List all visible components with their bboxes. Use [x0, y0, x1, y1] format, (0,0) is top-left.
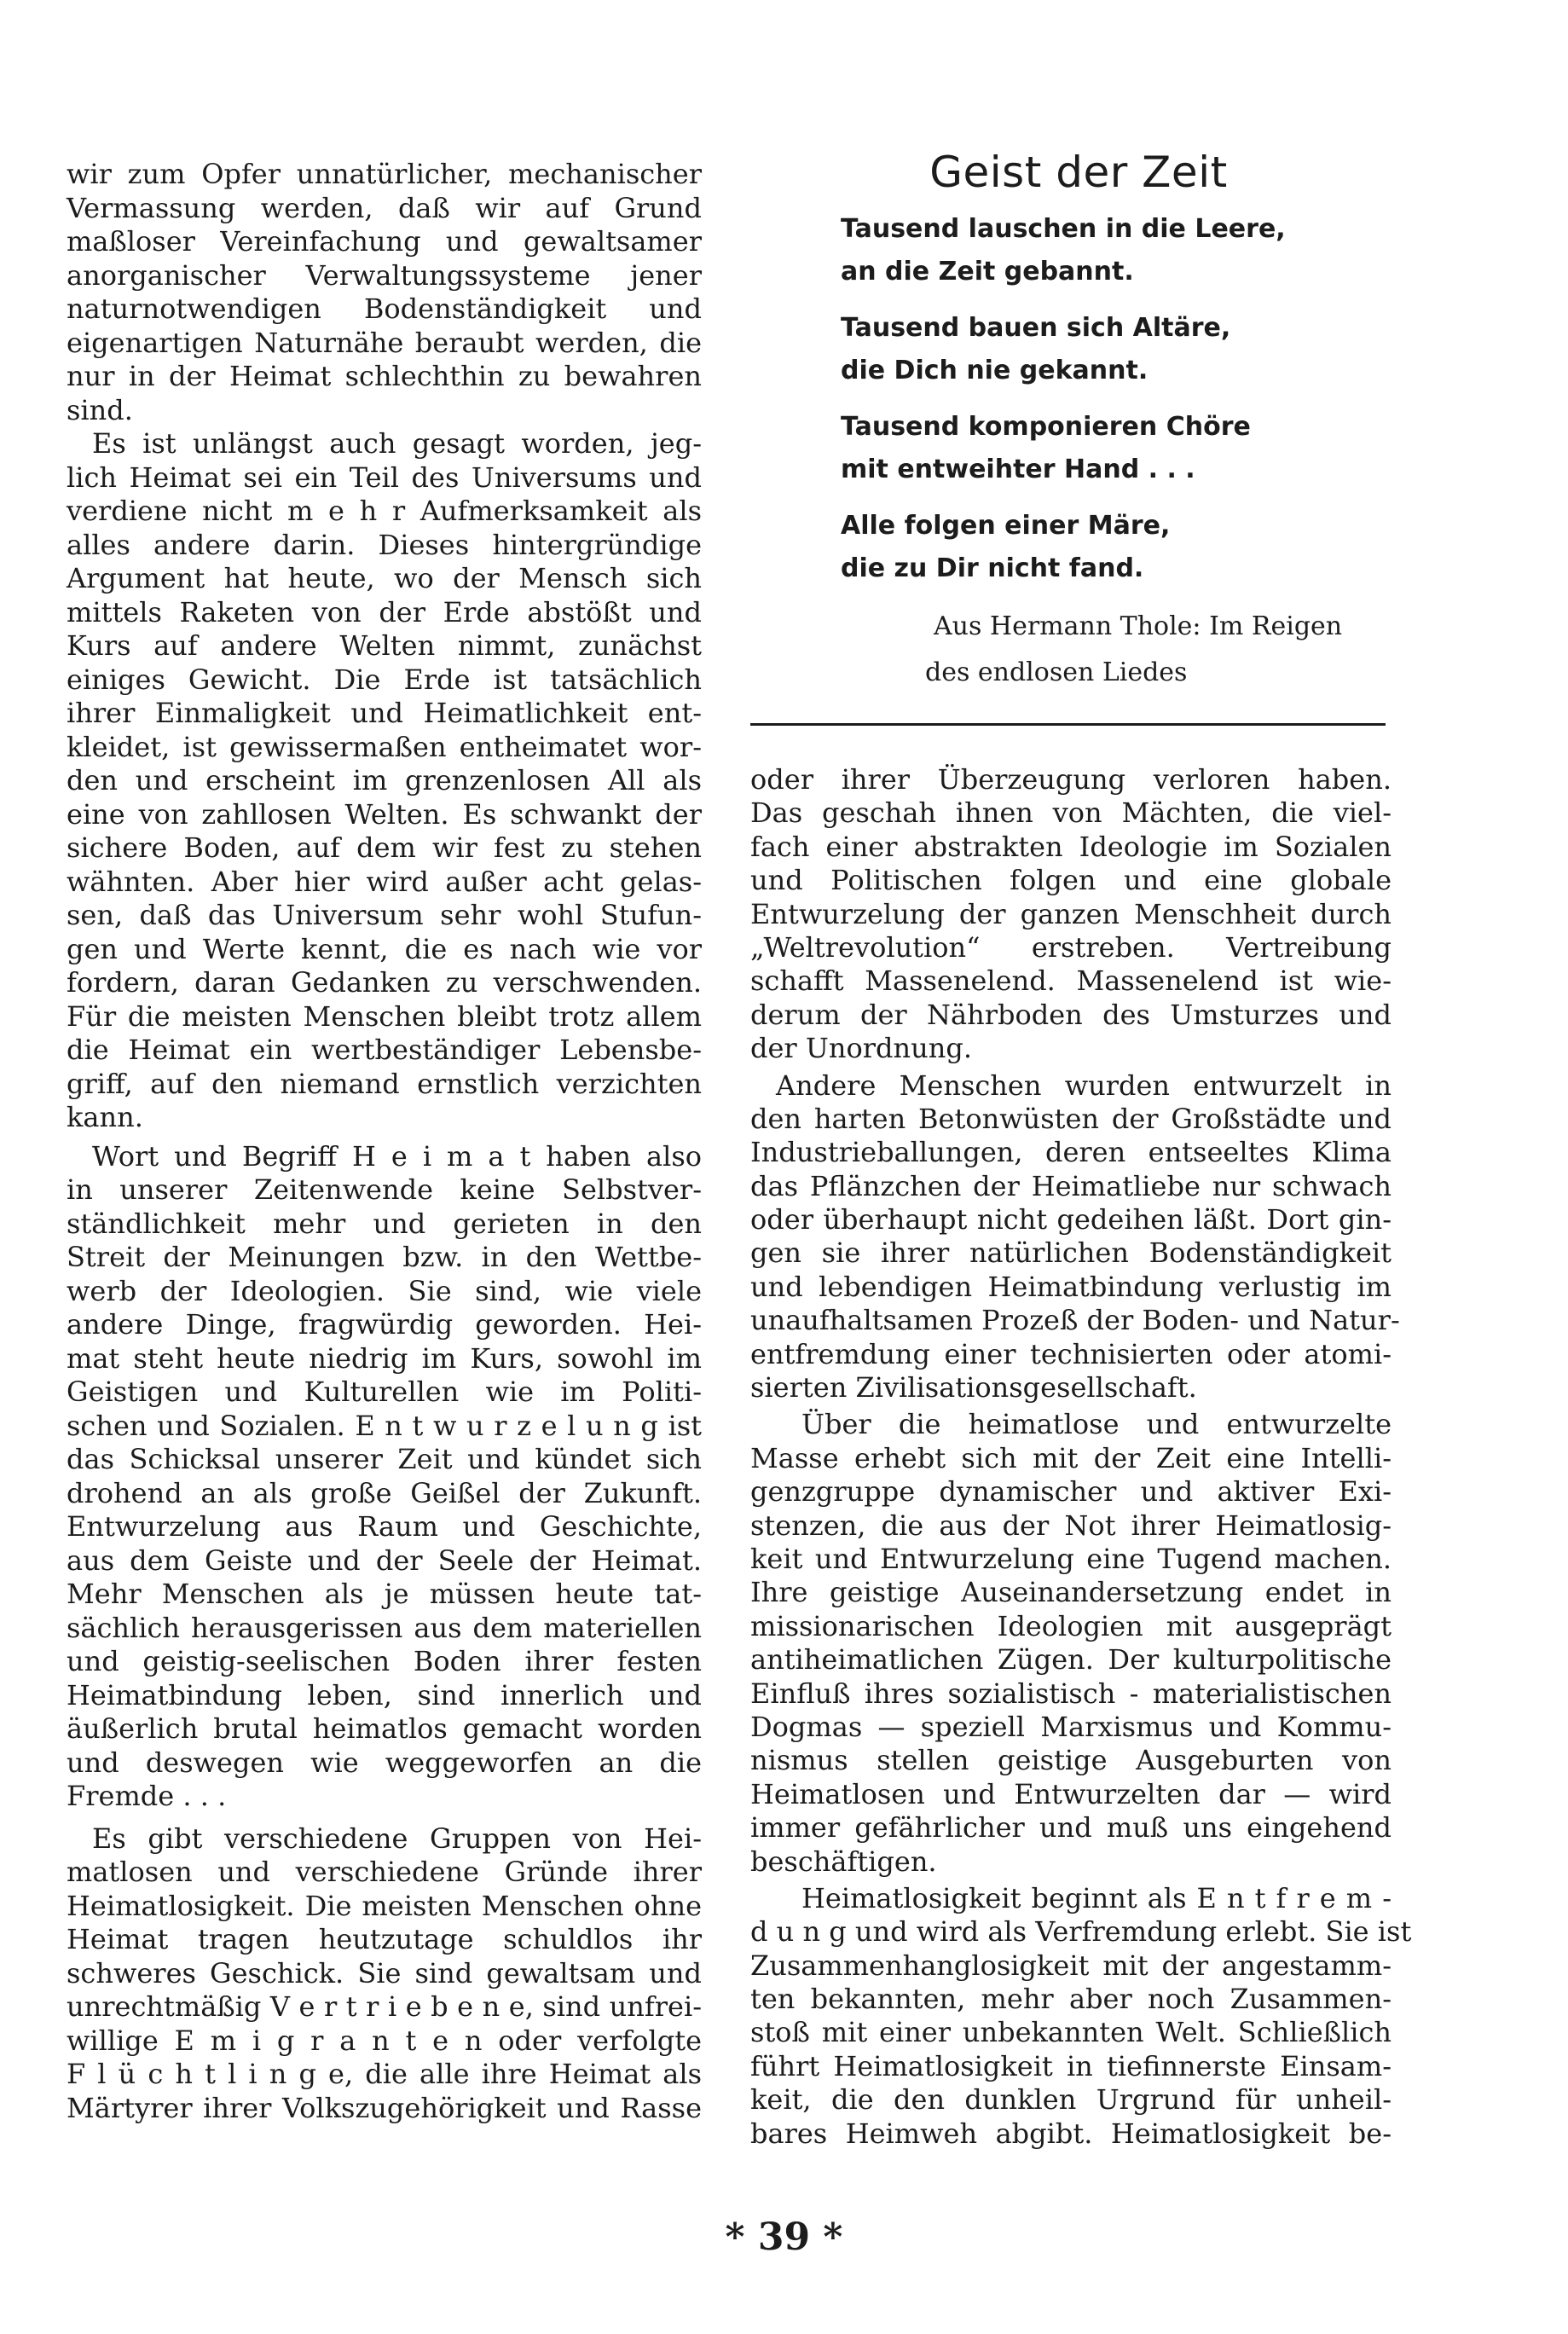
text-line: sind. [67, 393, 133, 426]
paragraph [750, 1069, 1400, 1405]
left-column [67, 158, 702, 2125]
text-line: fordern, daran Gedanken zu verschwenden. [67, 966, 702, 999]
text-line: oder ihrer Überzeugung verloren haben. [750, 763, 1392, 796]
text-line: naturnotwendigen Bodenständigkeit und [67, 292, 702, 325]
text-line: ihrer Einmaligkeit und Heimatlichkeit ent- [67, 697, 702, 729]
poem-credit [925, 604, 1407, 696]
text-line: keit, die den dunklen Urgrund für unheil- [750, 2083, 1392, 2117]
text-line: Über die heimatlose und entwurzelte [801, 1408, 1392, 1441]
text-line: Industrieballungen, deren entseeltes Klima [750, 1136, 1392, 1169]
text-line: und Politischen folgen und eine globale [750, 864, 1392, 897]
text-line: Das geschah ihnen von Mächten, die viel- [750, 796, 1392, 830]
text-line: Mehr Menschen als je müssen heute tat- [67, 1578, 702, 1610]
text-line: mittels Raketen von der Erde abstößt und [67, 595, 702, 628]
text-line: Wort und Begriff H e i m a t haben also [92, 1139, 702, 1173]
text-line: andere Dinge, fragwürdig geworden. Hei- [67, 1308, 702, 1341]
text-line: den harten Betonwüsten der Großstädte und [750, 1102, 1392, 1135]
text-line: oder überhaupt nicht gedeihen läßt. Dort gin- [750, 1203, 1392, 1236]
text-line: sierten Zivilisationsgesellschaft. [750, 1371, 1197, 1404]
right-column [750, 763, 1412, 2151]
text-line: aus dem Geiste und der Seele der Heimat. [67, 1543, 702, 1577]
poem-line: an die Zeit gebannt. [841, 257, 1134, 287]
text-line: Zusammenhanglosigkeit mit der angestamm- [750, 1949, 1392, 1982]
text-line: Für die meisten Menschen bleibt trotz allem [67, 999, 702, 1033]
poem-line: Tausend bauen sich Altäre, [841, 313, 1231, 343]
text-line: nismus stellen geistige Ausgeburten von [750, 1744, 1392, 1777]
text-line: Es ist unlängst auch gesagt worden, jeg- [92, 427, 702, 460]
poem-stanza [841, 307, 1407, 392]
text-line: Streit der Meinungen bzw. in den Wettbe- [67, 1241, 702, 1273]
text-line: Es gibt verschiedene Gruppen von Hei- [92, 1821, 702, 1855]
credit-line: Aus Hermann Thole: Im Reigen [934, 611, 1343, 641]
poem-line: die zu Dir nicht fand. [841, 553, 1144, 583]
text-line: schweres Geschick. Sie sind gewaltsam und [67, 1956, 702, 1989]
text-line: gen und Werte kennt, die es nach wie vor [67, 932, 702, 965]
text-line: keit und Entwurzelung eine Tugend machen. [750, 1542, 1392, 1575]
text-line: stoß mit einer unbekannten Welt. Schließlich [750, 2016, 1392, 2049]
text-line: antiheimatlichen Zügen. Der kulturpolitische [750, 1643, 1392, 1677]
paragraph [750, 1408, 1392, 1878]
text-line: Geistigen und Kulturellen wie im Politi- [67, 1375, 702, 1408]
text-line: lich Heimat sei ein Teil des Universums und [67, 460, 702, 494]
text-line: wir zum Opfer unnatürlicher, mechanischer [67, 158, 702, 190]
poem-line: mit entweihter Hand . . . [841, 455, 1195, 484]
text-line: d u n g und wird als Verfremdung erlebt. Sie ist [750, 1915, 1412, 1949]
text-line: Entwurzelung aus Raum und Geschichte, [67, 1510, 702, 1543]
text-line: F l ü c h t l i n g e, die alle ihre Heimat als [67, 2058, 702, 2090]
text-line: Ihre geistige Auseinandersetzung endet in [750, 1576, 1392, 1609]
text-line: fach einer abstrakten Ideologie im Sozialen [750, 830, 1392, 863]
text-line: genzgruppe dynamischer und aktiver Exi- [750, 1475, 1392, 1509]
text-line: sen, daß das Universum sehr wohl Stufun- [67, 899, 702, 931]
poem-line: Alle folgen einer Märe, [841, 511, 1171, 541]
text-line: eine von zahllosen Welten. Es schwankt der [67, 797, 702, 831]
text-line: wähnten. Aber hier wird außer acht gelas- [67, 865, 702, 898]
text-line: Märtyrer ihrer Volkszugehörigkeit und Rasse [67, 2091, 702, 2124]
text-line: unrechtmäßig V e r t r i e b e n e, sind unfrei- [67, 1990, 702, 2023]
paragraph [67, 1822, 702, 2126]
text-line: und deswegen wie weggeworfen an die [67, 1746, 702, 1779]
text-line: Kurs auf andere Welten nimmt, zunächst [67, 629, 702, 662]
text-line: willige E m i g r a n t e n oder verfolgte [67, 2024, 702, 2057]
text-line: nur in der Heimat schlechthin zu bewahren [67, 360, 702, 392]
text-line: die Heimat ein wertbeständiger Lebensbe- [67, 1034, 702, 1066]
paragraph [67, 158, 702, 427]
text-line: bares Heimweh abgibt. Heimatlosigkeit be- [750, 2117, 1392, 2150]
poem-stanza [841, 406, 1407, 491]
text-line: gen sie ihrer natürlichen Bodenständigkeit [750, 1236, 1392, 1270]
text-line: sichere Boden, auf dem wir fest zu stehen [67, 831, 702, 864]
text-line: Einfluß ihres sozialistisch - materialistischen [750, 1677, 1392, 1710]
text-line: einiges Gewicht. Die Erde ist tatsächlich [67, 663, 702, 696]
poem-title: Geist der Zeit [929, 148, 1228, 197]
text-line: schafft Massenelend. Massenelend ist wie- [750, 964, 1392, 998]
poem-line: die Dich nie gekannt. [841, 356, 1149, 385]
text-line: und lebendigen Heimatbindung verlustig im [750, 1270, 1392, 1303]
text-line: verdiene nicht m e h r Aufmerksamkeit als [67, 495, 702, 527]
text-line: eigenartigen Naturnähe beraubt werden, die [67, 326, 702, 359]
text-line: schen und Sozialen. E n t w u r z e l u n g ist [67, 1409, 702, 1442]
text-line: den und erscheint im grenzenlosen All als [67, 764, 702, 796]
text-line: äußerlich brutal heimatlos gemacht worden [67, 1712, 702, 1745]
text-line: kann. [67, 1101, 143, 1133]
text-line: mat steht heute niedrig im Kurs, sowohl im [67, 1341, 702, 1375]
text-line: drohend an als große Geißel der Zukunft. [67, 1476, 702, 1509]
paragraph [67, 1140, 702, 1814]
text-line: stenzen, die aus der Not ihrer Heimatlosig- [750, 1509, 1392, 1542]
text-line: führt Heimatlosigkeit in tiefinnerste Einsam- [750, 2049, 1392, 2082]
text-line: der Unordnung. [750, 1032, 972, 1065]
text-line: das Pflänzchen der Heimatliebe nur schwach [750, 1169, 1392, 1202]
text-line: und geistig-seelischen Boden ihrer festen [67, 1645, 702, 1677]
text-line: matlosen und verschiedene Gründe ihrer [67, 1856, 702, 1888]
text-line: Heimat tragen heutzutage schuldlos ihr [67, 1923, 702, 1955]
text-line: ten bekannten, mehr aber noch Zusammen- [750, 1983, 1392, 2016]
text-line: missionarischen Ideologien mit ausgeprägt [750, 1609, 1392, 1642]
text-line: unaufhaltsamen Prozeß der Boden- und Natur- [750, 1304, 1400, 1337]
text-line: Argument hat heute, wo der Mensch sich [67, 562, 702, 594]
text-line: Heimatbindung leben, sind innerlich und [67, 1678, 702, 1711]
poem-line: Tausend komponieren Chöre [841, 412, 1251, 442]
text-line: werb der Ideologien. Sie sind, wie viele [67, 1274, 702, 1307]
paragraph [750, 763, 1392, 1066]
text-line: Heimatlosigkeit. Die meisten Menschen ohne [67, 1889, 702, 1922]
poem-line: Tausend lauschen in die Leere, [841, 214, 1286, 244]
text-line: Fremde . . . [67, 1780, 227, 1812]
separator-rule [750, 723, 1386, 726]
text-line: sächlich herausgerissen aus dem materiellen [67, 1611, 702, 1644]
text-line: Vermassung werden, daß wir auf Grund [67, 191, 702, 224]
text-line: griff, auf den niemand ernstlich verzichten [67, 1067, 702, 1100]
text-line: kleidet, ist gewissermaßen entheimatet wor- [67, 730, 702, 763]
text-line: „Weltrevolution“ erstreben. Vertreibung [750, 930, 1392, 964]
text-line: Heimatlosen und Entwurzelten dar — wird [750, 1777, 1392, 1810]
poem-stanza [841, 208, 1407, 293]
poem-box [750, 147, 1407, 696]
text-line: alles andere darin. Dieses hintergründige [67, 528, 702, 561]
text-line: anorganischer Verwaltungssysteme jener [67, 258, 702, 292]
text-line: in unserer Zeitenwende keine Selbstver- [67, 1173, 702, 1206]
text-line: Entwurzelung der ganzen Menschheit durch [750, 897, 1392, 930]
page-number: * 39 * [725, 2215, 843, 2259]
text-line: entfremdung einer technisierten oder atomi- [750, 1337, 1392, 1370]
poem-stanza [841, 505, 1407, 590]
text-line: immer gefährlicher und muß uns eingehend [750, 1811, 1392, 1845]
paragraph [67, 427, 702, 1135]
text-line: maßloser Vereinfachung und gewaltsamer [67, 225, 702, 258]
text-line: das Schicksal unserer Zeit und kündet sich [67, 1443, 702, 1475]
paragraph [750, 1881, 1412, 2151]
text-line: Andere Menschen wurden entwurzelt in [776, 1069, 1392, 1102]
text-line: Masse erhebt sich mit der Zeit eine Intelli- [750, 1441, 1392, 1474]
text-line: ständlichkeit mehr und gerieten in den [67, 1207, 702, 1240]
text-line: Dogmas — speziell Marxismus und Kommu- [750, 1710, 1392, 1743]
text-line: derum der Nährboden des Umsturzes und [750, 998, 1392, 1031]
text-line: Heimatlosigkeit beginnt als E n t f r e m - [801, 1881, 1392, 1914]
text-line: beschäftigen. [750, 1845, 937, 1878]
credit-line: des endlosen Liedes [925, 657, 1188, 687]
